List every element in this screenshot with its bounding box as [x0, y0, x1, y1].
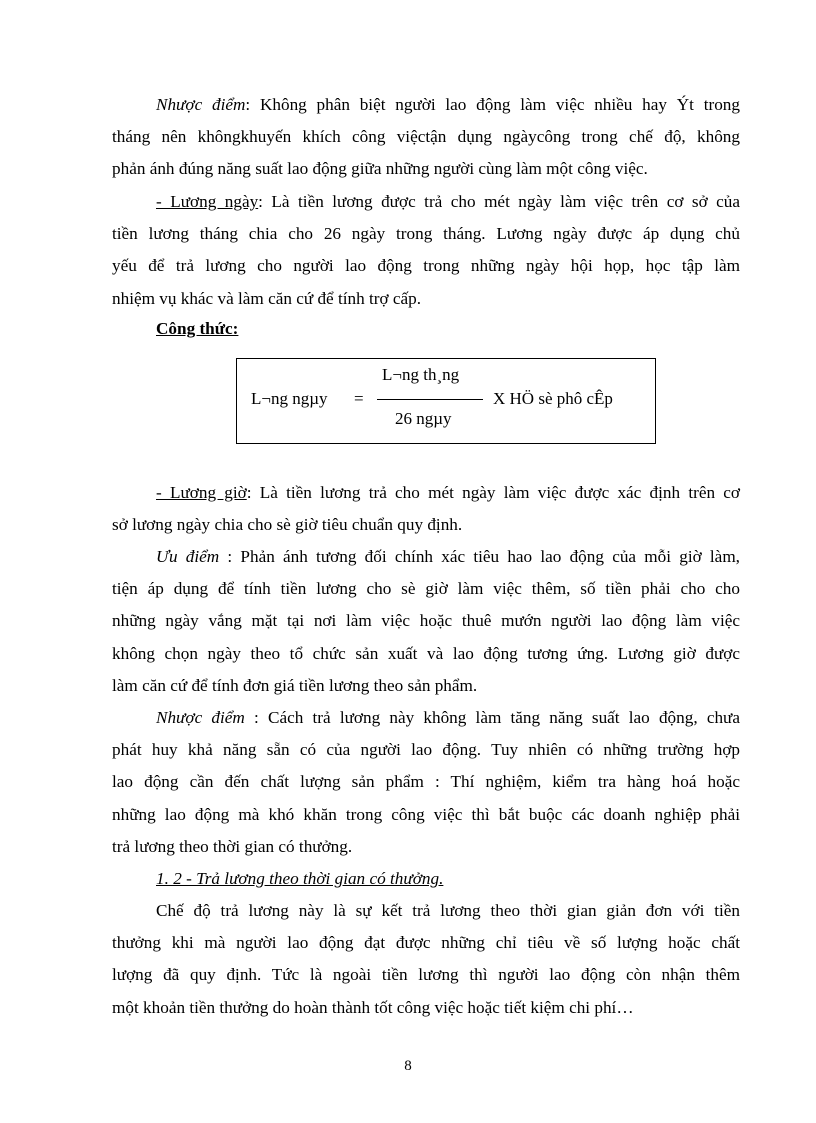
paragraph-daily-wage — [112, 186, 740, 315]
text-line: tháng nên khôngkhuyến khích công việctận dụng ngàycông trong chế độ, không — [112, 127, 740, 147]
term-label: Nhược điểm — [156, 708, 245, 727]
term-label: Nhược điểm — [156, 95, 246, 114]
text-line: sở lương ngày chia cho sè giờ tiêu chuẩn quy định. — [112, 515, 463, 535]
text-line: Nhược điểm: Không phân biệt người lao động làm việc nhiều hay Ýt trong — [156, 95, 740, 114]
term-label: - Lương ngày — [156, 192, 259, 211]
text-line: tiện áp dụng để tính tiền lương cho sè giờ làm việc thêm, số tiền phải cho cho — [112, 579, 740, 599]
text-line: yếu để trả lương cho người lao động trong những ngày hội họp, học tập làm — [112, 256, 740, 276]
paragraph-hourly-wage — [112, 477, 740, 541]
formula-denominator: 26 ngµy — [395, 409, 452, 428]
section-title — [112, 863, 740, 895]
term-label: Ưu điểm — [156, 547, 220, 566]
formula-equals: = — [354, 389, 364, 408]
text-line: lượng đã quy định. Tức là ngoài tiền lương thì người lao động còn nhận thêm — [112, 965, 740, 985]
formula-numerator: L¬ng th¸ng — [382, 365, 460, 384]
text-line: trả lương theo thời gian có thưởng. — [112, 836, 353, 856]
text-line: thưởng khi mà người lao động đạt được những chỉ tiêu về số lượng hoặc chất — [112, 933, 740, 953]
formula-rhs: X HÖ sè phô cÊp — [493, 389, 613, 408]
section-title-text: 1. 2 - Trả lương theo thời gian có thưởng. — [156, 869, 444, 888]
paragraph-advantage-hourly — [112, 541, 740, 702]
text-line: những lao động mà khó khăn trong công việc thì bắt buộc các doanh nghiệp phải — [112, 804, 740, 824]
text-line: Ưu điểm : Phản ánh tương đối chính xác tiêu hao lao động của mỗi giờ làm, — [156, 547, 740, 566]
paragraph-disadvantage-monthly — [112, 89, 740, 186]
formula-box — [236, 358, 656, 444]
text-line: Chế độ trả lương này là sự kết trả lương theo thời gian giản đơn với tiền — [156, 901, 740, 920]
text-line: làm căn cứ để tính đơn giá tiền lương theo sản phẩm. — [112, 675, 478, 695]
term-label: - Lương giờ — [156, 483, 247, 502]
formula-heading: Công thức: — [156, 319, 239, 338]
text-line: - Lương giờ: Là tiền lương trả cho mét ngày làm việc được xác định trên cơ — [156, 483, 740, 502]
fraction-bar — [377, 399, 483, 400]
page-number: 8 — [404, 1058, 412, 1074]
text-line: những ngày vắng mặt tại nơi làm việc hoặc thuê mướn người lao động làm việc — [112, 611, 740, 631]
text-line: nhiệm vụ khác và làm căn cứ để tính trợ cấp. — [112, 288, 422, 308]
text-line: tiền lương tháng chia cho 26 ngày trong tháng. Lương ngày được áp dụng chủ — [112, 224, 740, 244]
text-line: phản ánh đúng năng suất lao động giữa những người cùng làm một công việc. — [112, 159, 648, 179]
paragraph-disadvantage-hourly — [112, 702, 740, 863]
paragraph-time-bonus — [112, 895, 740, 1024]
text-line: phát huy khả năng sẵn có của người lao động. Tuy nhiên có những trường hợp — [112, 740, 740, 760]
text-line: lao động cần đến chất lượng sản phẩm : Thí nghiệm, kiểm tra hàng hoá hoặc — [112, 772, 740, 792]
text-line: một khoản tiền thưởng do hoàn thành tốt công việc hoặc tiết kiệm chi phí… — [112, 997, 634, 1017]
formula-lhs: L¬ng ngµy — [251, 389, 328, 408]
text-line: - Lương ngày: Là tiền lương được trả cho mét ngày làm việc trên cơ sở của — [156, 192, 740, 211]
text-line: Nhược điểm : Cách trả lương này không làm tăng năng suất lao động, chưa — [156, 708, 740, 727]
text-line: không chọn ngày theo tổ chức sản xuất và lao động tương ứng. Lương giờ được — [112, 643, 740, 663]
